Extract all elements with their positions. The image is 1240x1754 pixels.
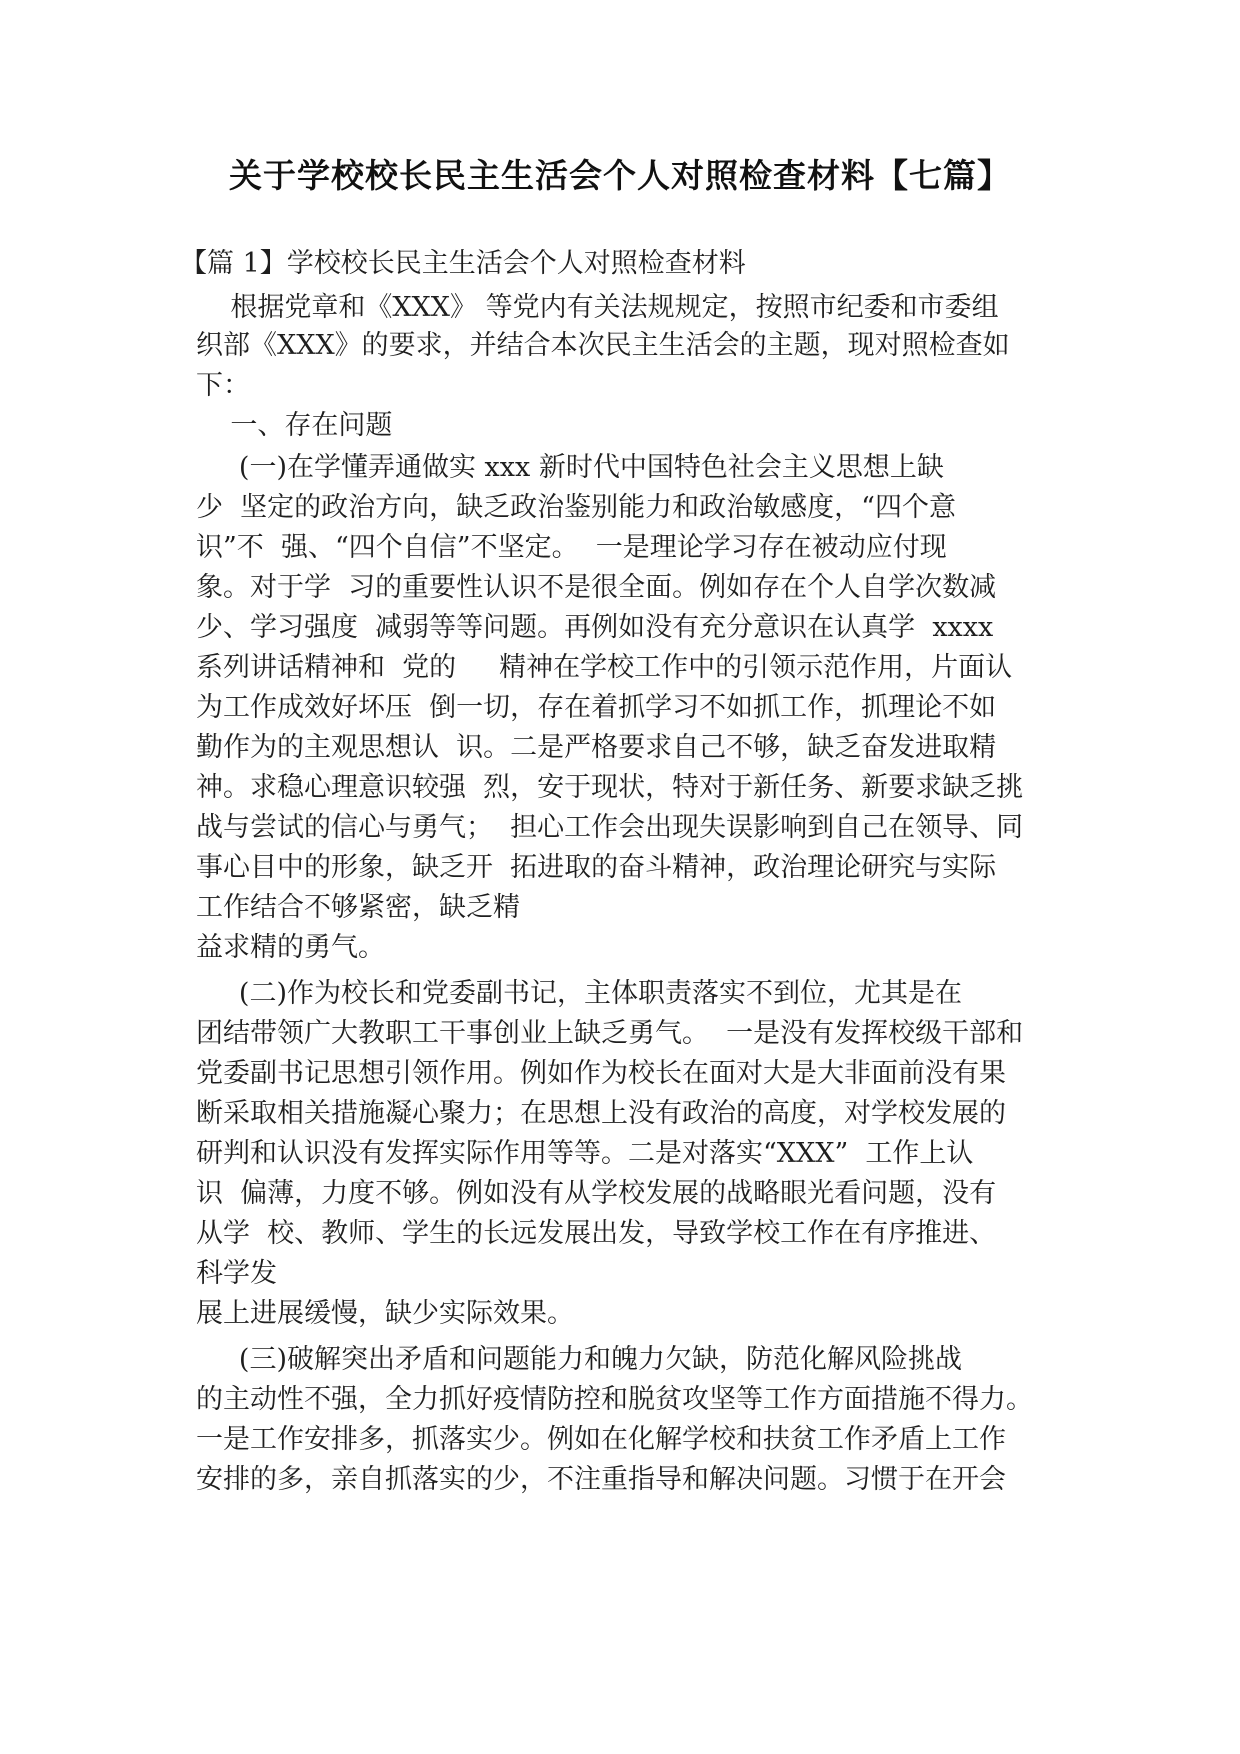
paragraph-line: (一)在学懂弄通做实 xxx 新时代中国特色社会主义思想上缺: [196, 452, 944, 483]
paragraph-line: 科学发: [196, 1258, 277, 1289]
paragraph-line: 工作结合不够紧密，缺乏精: [196, 892, 520, 923]
paragraph-line: 党委副书记思想引领作用。例如作为校长在面对大是大非面前没有果: [196, 1058, 1006, 1089]
document-title: 关于学校校长民主生活会个人对照检查材料【七篇】: [229, 156, 1011, 195]
paragraph-line: 象。对于学 习的重要性认识不是很全面。例如存在个人自学次数减: [196, 572, 997, 603]
paragraph-line: 团结带领广大教职工干事创业上缺乏勇气。 一是没有发挥校级干部和: [196, 1018, 1024, 1049]
paragraph-line: 识”不 强、“四个自信”不坚定。 一是理论学习存在被动应付现: [196, 532, 947, 563]
paragraph-line: 安排的多，亲自抓落实的少，不注重指导和解决问题。习惯于在开会: [196, 1464, 1006, 1495]
paragraph-line: 下：: [196, 370, 250, 401]
paragraph-line: 益求精的勇气。: [196, 932, 385, 963]
paragraph-line: 研判和认识没有发挥实际作用等等。二是对落实“XXX” 工作上认: [196, 1138, 974, 1169]
paragraph-line: 识 偏薄，力度不够。例如没有从学校发展的战略眼光看问题，没有: [196, 1178, 997, 1209]
paragraph-line: 勤作为的主观思想认 识。二是严格要求自己不够，缺乏奋发进取精: [196, 732, 997, 763]
paragraph-line: (二)作为校长和党委副书记，主体职责落实不到位，尤其是在: [196, 978, 962, 1009]
paragraph-line: 展上进展缓慢，缺少实际效果。: [196, 1298, 574, 1329]
paragraph-line: 战与尝试的信心与勇气； 担心工作会出现失误影响到自己在领导、同: [196, 812, 1024, 843]
paragraph-line: 根据党章和《XXX》 等党内有关法规规定，按照市纪委和市委组: [196, 292, 999, 323]
section-heading: 【篇 1】学校校长民主生活会个人对照检查材料: [180, 248, 746, 279]
paragraph-line: 的主动性不强，全力抓好疫情防控和脱贫攻坚等工作方面措施不得力。: [196, 1384, 1033, 1415]
paragraph-line: 神。求稳心理意识较强 烈，安于现状，特对于新任务、新要求缺乏挑: [196, 772, 1024, 803]
paragraph-line: 事心目中的形象，缺乏开 拓进取的奋斗精神，政治理论研究与实际: [196, 852, 997, 883]
paragraph-line: 断采取相关措施凝心聚力；在思想上没有政治的高度，对学校发展的: [196, 1098, 1006, 1129]
paragraph-line: 织部《XXX》的要求，并结合本次民主生活会的主题，现对照检查如: [196, 330, 1010, 361]
paragraph-line: 系列讲话精神和 党的 精神在学校工作中的引领示范作用，片面认: [196, 652, 1013, 683]
paragraph-line: 少、学习强度 减弱等等问题。再例如没有充分意识在认真学 xxxx: [196, 612, 994, 643]
paragraph-line: 一是工作安排多，抓落实少。例如在化解学校和扶贫工作矛盾上工作: [196, 1424, 1006, 1455]
paragraph-line: 少 坚定的政治方向，缺乏政治鉴别能力和政治敏感度，“四个意: [196, 492, 956, 523]
paragraph-line: (三)破解突出矛盾和问题能力和魄力欠缺，防范化解风险挑战: [196, 1344, 962, 1375]
paragraph-line: 为工作成效好坏压 倒一切，存在着抓学习不如抓工作，抓理论不如: [196, 692, 997, 723]
paragraph-line: 从学 校、教师、学生的长远发展出发，导致学校工作在有序推进、: [196, 1218, 997, 1249]
subheading-line: 一、存在问题: [196, 410, 393, 441]
